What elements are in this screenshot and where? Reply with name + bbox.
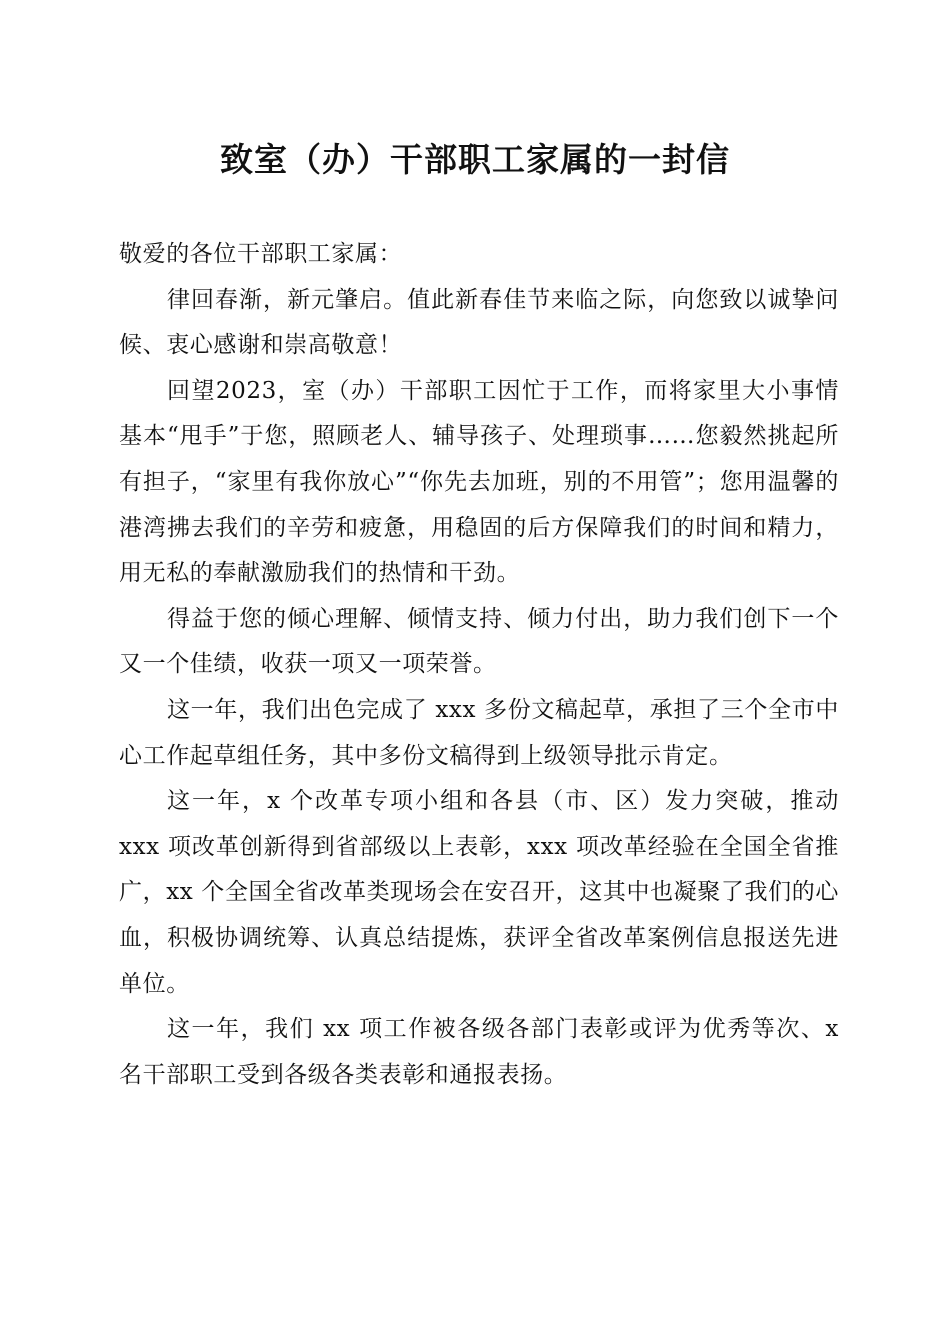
- paragraph: 这一年，我们 xx 项工作被各级各部门表彰或评为优秀等次、x 名干部职工受到各级各类表彰和通报表扬。: [119, 1016, 839, 1088]
- paragraph: 得益于您的倾心理解、倾情支持、倾力付出，助力我们创下一个又一个佳绩，收获一项又一项荣誉。: [119, 605, 839, 678]
- letter-body: [119, 232, 839, 1098]
- document-title: 致室（办）干部职工家属的一封信: [220, 140, 730, 179]
- paragraph: 这一年，x 个改革专项小组和各县（市、区）发力突破，推动 xxx 项改革创新得到省部级以上表彰，xxx 项改革经验在全国全省推广，xx 个全国全省改革类现场会在安召开，这其中也凝聚了我们的心血，积极协调统筹、认真总结提炼，获评全省改革案例信息报送先进单位。: [119, 788, 839, 997]
- paragraph: 律回春渐，新元肇启。值此新春佳节来临之际，向您致以诚挚问候、衷心感谢和崇高敬意！: [119, 286, 839, 359]
- paragraph: 这一年，我们出色完成了 xxx 多份文稿起草，承担了三个全市中心工作起草组任务，其中多份文稿得到上级领导批示肯定。: [119, 696, 839, 769]
- paragraph: 回望2023，室（办）干部职工因忙于工作，而将家里大小事情基本“甩手”于您，照顾老人、辅导孩子、处理琐事……您毅然挑起所有担子，“家里有我你放心”“你先去加班，别的不用管”；您用温馨的港湾拂去我们的辛劳和疲惫，用稳固的后方保障我们的时间和精力，用无私的奉献激励我们的热情和干劲。: [119, 377, 839, 587]
- salutation: 敬爱的各位干部职工家属：: [119, 241, 403, 267]
